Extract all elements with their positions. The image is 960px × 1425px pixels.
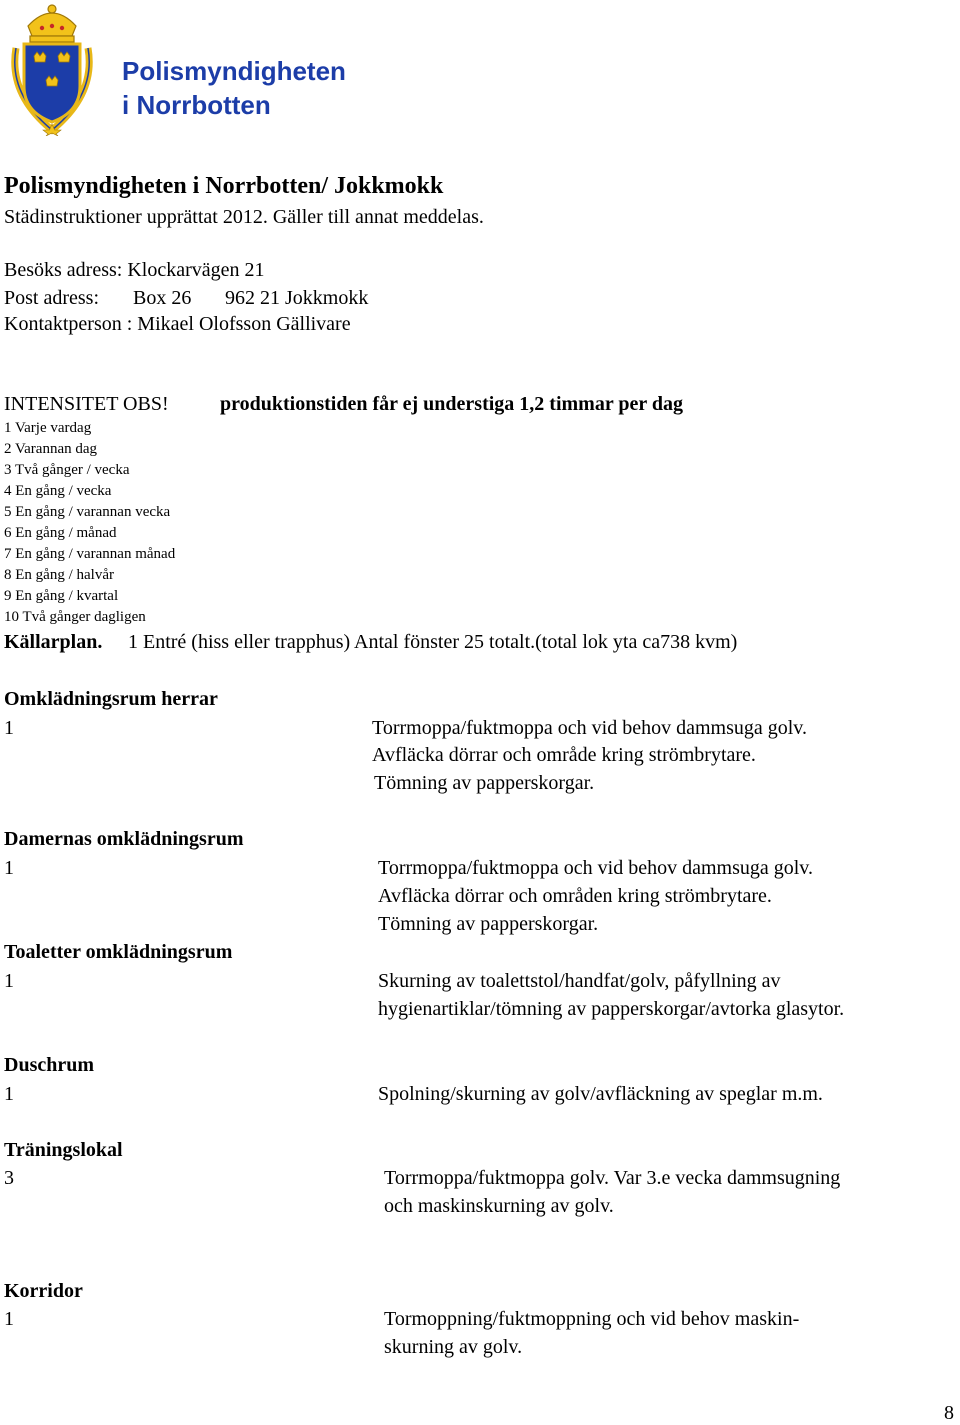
section-heading: Toaletter omklädningsrum	[4, 941, 233, 963]
section-line: Tormoppning/fuktmoppning och vid behov maskin-	[384, 1308, 800, 1330]
section-code: 1	[4, 1083, 14, 1105]
section-code: 1	[4, 857, 14, 879]
brand-title	[122, 54, 346, 122]
frequency-item: 9 En gång / kvartal	[4, 588, 119, 604]
section-line: skurning av golv.	[384, 1336, 523, 1358]
section-line: Tömning av papperskorgar.	[374, 772, 595, 794]
section-line: Avfläcka dörrar och område kring strömbrytare.	[372, 744, 756, 766]
section-heading: Damernas omklädningsrum	[4, 828, 244, 850]
contact-person: Kontaktperson : Mikael Olofsson Gällivare	[4, 313, 351, 335]
section-line: och maskinskurning av golv.	[384, 1195, 614, 1217]
frequency-item: 5 En gång / varannan vecka	[4, 504, 171, 520]
brand-line-1: Polismyndigheten	[122, 56, 346, 86]
section-line: Tömning av papperskorgar.	[378, 913, 599, 935]
section-code: 1	[4, 1308, 14, 1330]
basement-text: 1 Entré (hiss eller trapphus) Antal fönster 25 totalt.(total lok yta ca738 kvm)	[128, 631, 738, 653]
section-line: Torrmoppa/fuktmoppa och vid behov dammsuga golv.	[372, 717, 807, 739]
section-line: hygienartiklar/tömning av papperskorgar/avtorka glasytor.	[378, 998, 845, 1020]
frequency-item: 7 En gång / varannan månad	[4, 546, 176, 562]
section-line: Skurning av toalettstol/handfat/golv, påfyllning av	[378, 970, 781, 992]
police-crest-logo	[6, 4, 98, 136]
section-heading: Duschrum	[4, 1054, 95, 1076]
section-code: 3	[4, 1167, 14, 1189]
intensity-label: INTENSITET OBS!	[4, 393, 169, 415]
post-address-label: Post adress:	[4, 287, 99, 309]
section-line: Avfläcka dörrar och områden kring strömbrytare.	[378, 885, 772, 907]
frequency-item: 6 En gång / månad	[4, 525, 117, 541]
frequency-item: 8 En gång / halvår	[4, 567, 114, 583]
section-code: 1	[4, 970, 14, 992]
frequency-list	[4, 418, 175, 628]
frequency-item: 1 Varje vardag	[4, 420, 92, 436]
intensity-note: produktionstiden får ej understiga 1,2 timmar per dag	[220, 393, 683, 415]
brand-line-2: i Norrbotten	[122, 90, 271, 120]
document-title: Polismyndigheten i Norrbotten/ Jokkmokk	[4, 173, 444, 199]
document-subtitle: Städinstruktioner upprättat 2012. Gäller till annat meddelas.	[4, 206, 484, 228]
frequency-item: 2 Varannan dag	[4, 441, 98, 457]
basement-label: Källarplan.	[4, 631, 103, 653]
section-line: Spolning/skurning av golv/avfläckning av speglar m.m.	[378, 1083, 823, 1105]
section-line: Torrmoppa/fuktmoppa och vid behov dammsuga golv.	[378, 857, 813, 879]
section-heading: Träningslokal	[4, 1139, 123, 1161]
post-box: Box 26	[133, 287, 192, 309]
frequency-item: 4 En gång / vecka	[4, 483, 112, 499]
section-heading: Omklädningsrum herrar	[4, 688, 218, 710]
page-number: 8	[944, 1402, 954, 1424]
section-code: 1	[4, 717, 14, 739]
frequency-item: 3 Två gånger / vecka	[4, 462, 130, 478]
visit-address: Besöks adress: Klockarvägen 21	[4, 259, 265, 281]
section-heading: Korridor	[4, 1280, 83, 1302]
post-code: 962 21 Jokkmokk	[225, 287, 369, 309]
section-line: Torrmoppa/fuktmoppa golv. Var 3.e vecka dammsugning	[384, 1167, 841, 1189]
frequency-item: 10 Två gånger dagligen	[4, 609, 146, 625]
